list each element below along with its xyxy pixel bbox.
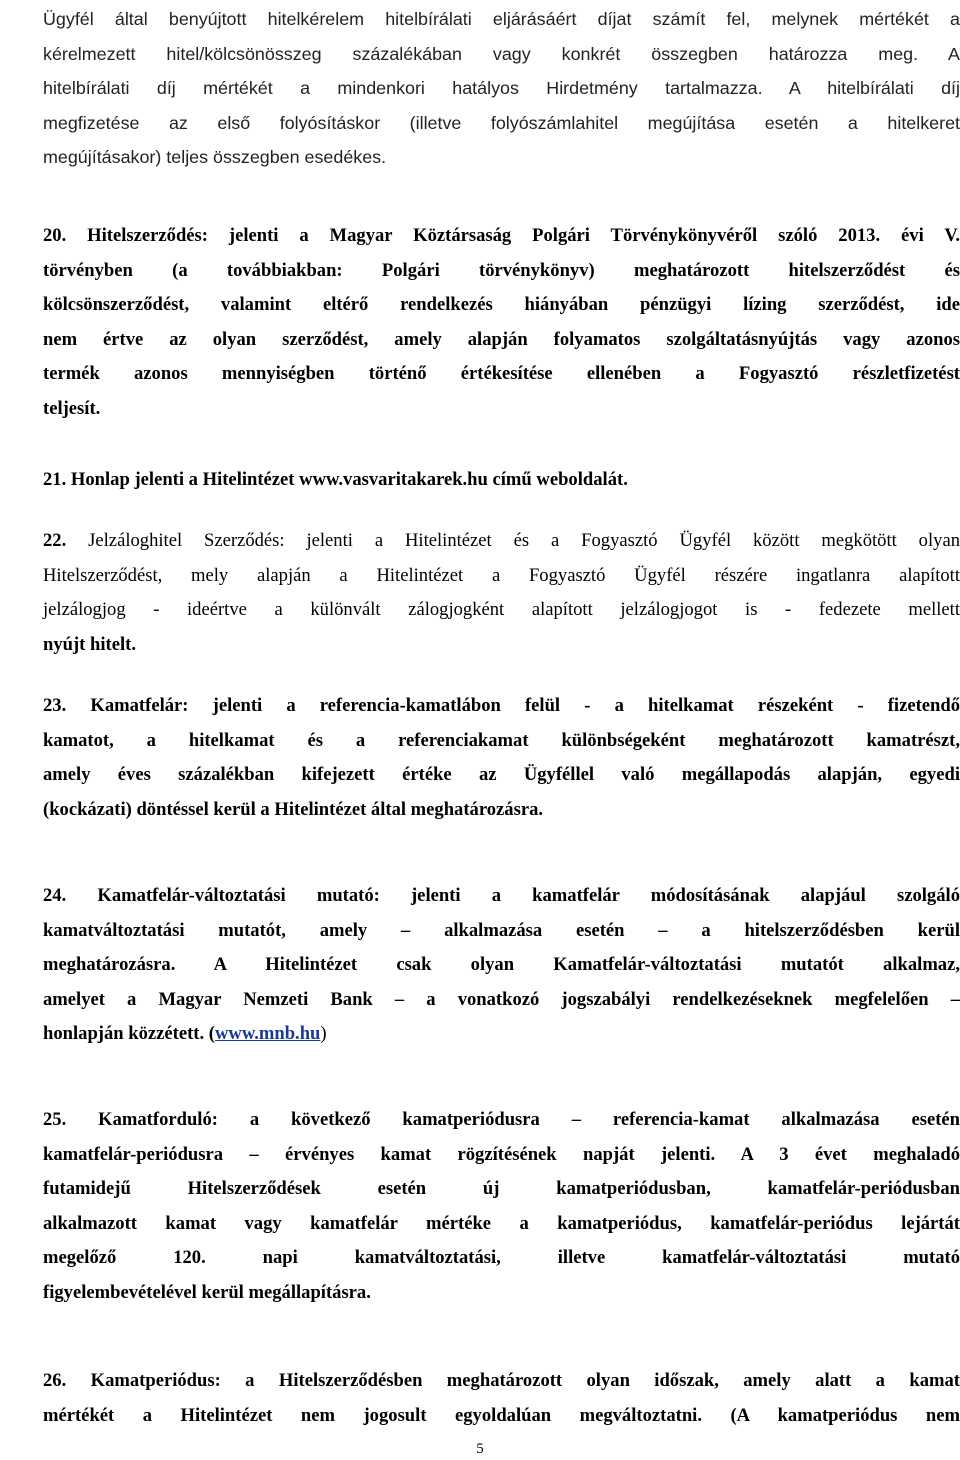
definition-line: amely éves százalékban kifejezett értéke az Ügyféllel való megállapodás alapján, egyedi [43, 764, 960, 785]
definition-26 [43, 1364, 960, 1433]
definition-20 [43, 219, 960, 426]
item-number: 26. [43, 1370, 67, 1391]
definition-line [43, 524, 960, 559]
definition-line: kamatváltoztatási mutatót, amely – alkalmazása esetén – a hitelszerződésben kerül [43, 919, 960, 941]
definition-line: alkalmazott kamat vagy kamatfelár mértéke a kamatperiódus, kamatfelár-periódus lejártát [43, 1212, 960, 1234]
definition-line: kamatot, a hitelkamat és a referenciakamat különbségeként meghatározott kamatrészt, [43, 729, 960, 751]
definition-text: Honlap jelenti a Hitelintézet www.vasvaritakarek.hu című weboldalát. [70, 469, 628, 490]
definition-line: amelyet a Magyar Nemzeti Bank – a vonatkozó jogszabályi rendelkezéseknek megfelelően – [43, 988, 960, 1010]
definition-line: nyújt hitelt. [43, 633, 136, 655]
definition-line: teljesít. [43, 397, 101, 419]
definition-25 [43, 1103, 960, 1310]
definition-term: Kamatfelár: [90, 695, 189, 716]
definition-line [43, 1103, 960, 1138]
definition-line: mértékét a Hitelintézet nem jogosult egyoldalúan megváltoztatni. (A kamatperiódus nem [43, 1404, 960, 1426]
definition-line: nem értve az olyan szerződést, amely alapján folyamatos szolgáltatásnyújtás vagy azonos [43, 328, 960, 350]
intro-line: kérelmezett hitel/kölcsönösszeg százalékában vagy konkrét összegben határozza meg. A [43, 43, 960, 64]
definition-21 [43, 463, 960, 498]
definition-line [43, 1017, 960, 1052]
definition-23 [43, 689, 960, 827]
definition-text: Kamatforduló: a következő kamatperiódusra – referencia-kamat alkalmazása esetén [98, 1109, 960, 1130]
item-number: 21. [43, 469, 67, 490]
definition-line: figyelembevételével kerül megállapításra. [43, 1281, 371, 1303]
definition-line: kamatfelár-periódusra – érvényes kamat rögzítésének napját jelenti. A 3 évet meghaladó [43, 1143, 960, 1165]
definition-24 [43, 879, 960, 1052]
item-number: 22. [43, 530, 67, 551]
intro-line: megújításakor) teljes összegben esedékes. [43, 147, 387, 167]
definition-line [43, 1364, 960, 1399]
item-number: 20. [43, 225, 67, 246]
intro-line: hitelbírálati díj mértékét a mindenkori hatályos Hirdetmény tartalmazza. A hitelbírálati díj [43, 78, 960, 98]
definition-line: futamidejű Hitelszerződések esetén új kamatperiódusban, kamatfelár-periódusban [43, 1178, 960, 1199]
definition-line: jelzálogjog - ideértve a különvált zálogjogként alapított jelzálogjogot is - fedezete mellett [43, 599, 960, 620]
item-number: 24. [43, 885, 67, 906]
definition-line: meghatározásra. A Hitelintézet csak olyan Kamatfelár-változtatási mutatót alkalmaz, [43, 954, 960, 975]
definition-text: jelenti a Hitelintézet és a Fogyasztó Ügyfél között megkötött olyan [284, 530, 960, 551]
definition-text: jelenti a referencia-kamatlábon felül - a hitelkamat részeként - fizetendő [188, 695, 960, 716]
definition-text: Kamatfelár-változtatási mutató: jelenti a kamatfelár módosításának alapjául szolgáló [97, 885, 960, 906]
definition-line: termék azonos mennyiségben történő értékesítése ellenében a Fogyasztó részletfizetést [43, 363, 960, 384]
definition-line: (kockázati) döntéssel kerül a Hitelintézet által meghatározásra. [43, 798, 544, 820]
definition-line: törvényben (a továbbiakban: Polgári törvénykönyv) meghatározott hitelszerződést és [43, 259, 960, 281]
page-number: 5 [476, 1441, 484, 1457]
definition-text: Hitelszerződés: jelenti a Magyar Köztársaság Polgári Törvénykönyvéről szóló 2013. évi V. [87, 225, 960, 246]
definition-line: Hitelszerződést, mely alapján a Hitelintézet a Fogyasztó Ügyfél részére ingatlanra alapított [43, 564, 960, 586]
intro-line: Ügyfél által benyújtott hitelkérelem hitelbírálati eljárásáért díjat számít fel, melynek mértékét a [43, 9, 960, 29]
definition-line: kölcsönszerződést, valamint eltérő rendelkezés hiányában pénzügyi lízing szerződést, ide [43, 294, 960, 315]
item-number: 25. [43, 1109, 67, 1130]
mnb-link[interactable]: www.mnb.hu [214, 1023, 321, 1044]
definition-line [43, 463, 960, 498]
definition-term: Jelzáloghitel Szerződés: [88, 530, 285, 551]
item-number: 23. [43, 695, 67, 716]
definition-text: honlapján közzétett. ( [43, 1023, 215, 1044]
definition-text: Kamatperiódus: a Hitelszerződésben meghatározott olyan időszak, amely alatt a kamat [90, 1370, 960, 1391]
definition-line [43, 219, 960, 254]
intro-paragraph [43, 2, 960, 175]
definition-line [43, 879, 960, 914]
definition-line [43, 689, 960, 724]
intro-line: megfizetése az első folyósításkor (illetve folyószámlahitel megújítása esetén a hitelkeret [43, 112, 960, 133]
definition-line: megelőző 120. napi kamatváltoztatási, illetve kamatfelár-változtatási mutató [43, 1247, 960, 1268]
closing-paren: ) [320, 1023, 327, 1044]
definition-22 [43, 524, 960, 662]
